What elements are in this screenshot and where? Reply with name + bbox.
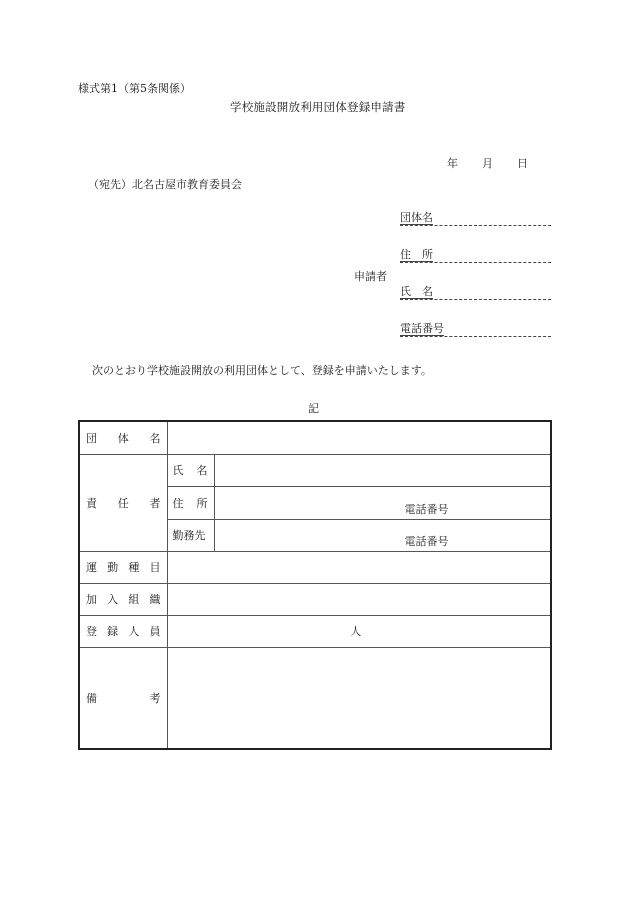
- label-char: 録: [107, 625, 119, 638]
- table-row-remarks: [79, 647, 551, 749]
- remarks-input[interactable]: [167, 647, 551, 749]
- label-char: 考: [149, 691, 161, 705]
- label-char: 氏: [172, 464, 184, 477]
- label-text: 勤務先: [172, 529, 206, 542]
- sport-label-cell: [79, 551, 167, 583]
- label-char: 住: [172, 496, 184, 510]
- affiliation-label-cell: [79, 583, 167, 615]
- label-char: 登: [86, 625, 97, 638]
- representative-label-cell: [79, 454, 167, 551]
- label-char: 備: [86, 691, 97, 705]
- applicant-address-field[interactable]: [400, 248, 551, 263]
- table-row-group-name: [79, 421, 551, 454]
- table-row-rep-name: [79, 454, 551, 486]
- sport-input[interactable]: [167, 551, 551, 583]
- rep-address-input[interactable]: [214, 486, 551, 519]
- date-day-label: 日: [517, 157, 528, 170]
- ki-heading: 記: [308, 402, 319, 415]
- rep-address-phone-label: 電話番号: [404, 502, 449, 516]
- date-month-label: 月: [482, 157, 493, 170]
- applicant-name-label: 氏 名: [400, 285, 433, 298]
- label-char: 名: [196, 464, 208, 477]
- applicant-label: 申請者: [354, 270, 387, 283]
- rep-address-label-cell: [167, 486, 214, 519]
- label-char: 名: [149, 431, 161, 445]
- rep-workplace-label-cell: [167, 519, 214, 551]
- label-char: 目: [149, 561, 161, 574]
- label-char: 組: [128, 593, 140, 606]
- applicant-group-name-label: 団体名: [400, 211, 433, 224]
- date-year-label: 年: [447, 157, 458, 170]
- form-number: 様式第1（第5条関係）: [78, 82, 191, 95]
- label-char: 員: [149, 625, 161, 638]
- document-title: 学校施設開放利用団体登録申請書: [230, 100, 406, 114]
- group-name-label-cell: [79, 421, 167, 454]
- applicant-group-name-field[interactable]: [400, 211, 551, 226]
- group-name-input[interactable]: [167, 421, 551, 454]
- members-unit: 人: [350, 625, 362, 638]
- label-char: 運: [86, 561, 97, 574]
- rep-name-label-cell: [167, 454, 214, 486]
- label-char: 加: [86, 593, 97, 606]
- table-row-sport: [79, 551, 551, 583]
- applicant-name-field[interactable]: [400, 285, 551, 300]
- intro-text: 次のとおり学校施設開放の利用団体として、登録を申請いたします。: [92, 364, 432, 377]
- label-char: 任: [117, 496, 129, 510]
- label-char: 種: [128, 561, 140, 574]
- label-char: 入: [107, 593, 119, 606]
- applicant-phone-field[interactable]: [400, 322, 551, 337]
- addressee: （宛先）北名古屋市教育委員会: [88, 178, 242, 191]
- members-input[interactable]: [167, 615, 551, 647]
- label-char: 人: [128, 625, 140, 638]
- members-label-cell: [79, 615, 167, 647]
- label-char: 体: [117, 431, 129, 445]
- rep-name-input[interactable]: [214, 454, 551, 486]
- table-row-affiliation: [79, 583, 551, 615]
- affiliation-input[interactable]: [167, 583, 551, 615]
- rep-workplace-input[interactable]: [214, 519, 551, 551]
- registration-table: [78, 420, 552, 750]
- label-char: 団: [86, 431, 97, 445]
- table-row-members: [79, 615, 551, 647]
- label-char: 責: [86, 496, 97, 510]
- remarks-label-cell: [79, 647, 167, 749]
- label-char: 所: [196, 496, 208, 510]
- label-char: 者: [149, 496, 161, 510]
- label-char: 織: [149, 593, 161, 606]
- applicant-phone-label: 電話番号: [400, 322, 444, 335]
- label-char: 動: [107, 561, 119, 574]
- rep-workplace-phone-label: 電話番号: [404, 534, 449, 548]
- applicant-address-label: 住 所: [400, 248, 433, 261]
